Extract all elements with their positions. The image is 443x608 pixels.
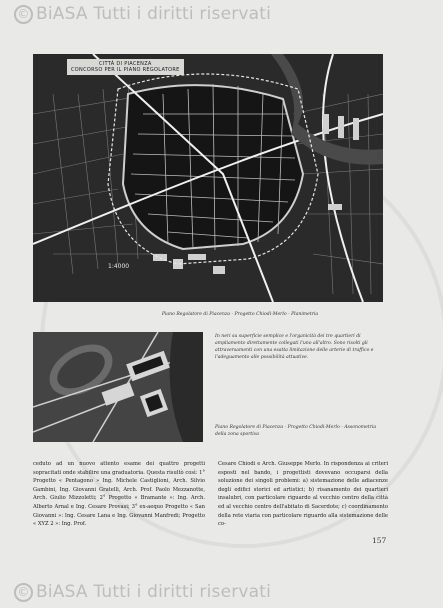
body-column-left <box>33 460 205 529</box>
city-plan-map <box>33 54 383 302</box>
aerial-view-photo <box>33 332 203 442</box>
copyright-icon: © <box>14 5 33 24</box>
caption-legend: In neri su superficie semplice e l'organicità dei tre quartieri di ampliamento direttamente collegati l'uno all'altro. Sono risolti gli attraversamenti con una esatta limitazione delle arterie di traffico e l'adeguamento alle possibilità attuative. <box>215 334 374 360</box>
city-plan-drawing <box>33 54 383 302</box>
watermark-text-bottom: BiASA Tutti i diritti riservati <box>36 582 272 602</box>
caption-aerial: Piano Regolatore di Piacenza - Progetto Chiodi-Merlo - Assonometria della zona sportiva <box>215 425 377 437</box>
watermark-bottom <box>14 582 271 602</box>
aerial-view-drawing <box>33 332 203 442</box>
watermark-top <box>14 4 271 24</box>
copyright-icon: © <box>14 583 33 602</box>
map-title-label: CITTÀ DI PIACENZA CONCORSO PER IL PIANO REGOLATORE <box>67 59 184 75</box>
body-column-right <box>218 460 388 529</box>
body-paragraph-left: ceduto ad un nuovo attento esame dei quattro progetti sopracitati onde stabilire una graduatoria. Questa risultò così: 1° Progetto « Pentagono » Ing. Michele Castiglioni, Arch. Silvio Gambini, Ing. Giovanni Gratelli, Arch. Prof. Paolo Mezzanotte, Arch. Giulio Mizzoletti; 2° Progetto « Bramante »: Ing. Arch. Alberto Arnal e Ing. Cesare Provasi; 3° ex-aequo Progetto « San Giovanni »: Ing. Cesare Lana e Ing. Giovanni Manfredi; Progetto « XYZ 2 »: Ing. Prof. <box>33 461 205 528</box>
caption-main: Piano Regolatore di Piacenza - Progetto Chiodi-Merlo - Planimetria <box>161 312 319 317</box>
map-scale: 1:4000 <box>108 263 130 270</box>
body-paragraph-right: Cesare Chiodi e Arch. Giuseppe Merlo. In rispondenza ai criteri esposti nel bando, i progettisti dovevano occuparsi della soluzione dei singoli problemi: a) sistemazione delle adiacenze degli edifici storici ed artistici; b) risanamento dei quartieri insalubri, con particolare riguardo al vecchio centro della città ed al vecchio centro dell'abitato di Sacerdote; c) coordinamento della rete viaria con particolare riguardo alla sistemazione delle co- <box>218 461 388 528</box>
watermark-text-top: BiASA Tutti i diritti riservati <box>36 4 272 24</box>
page-number: 157 <box>372 536 387 545</box>
